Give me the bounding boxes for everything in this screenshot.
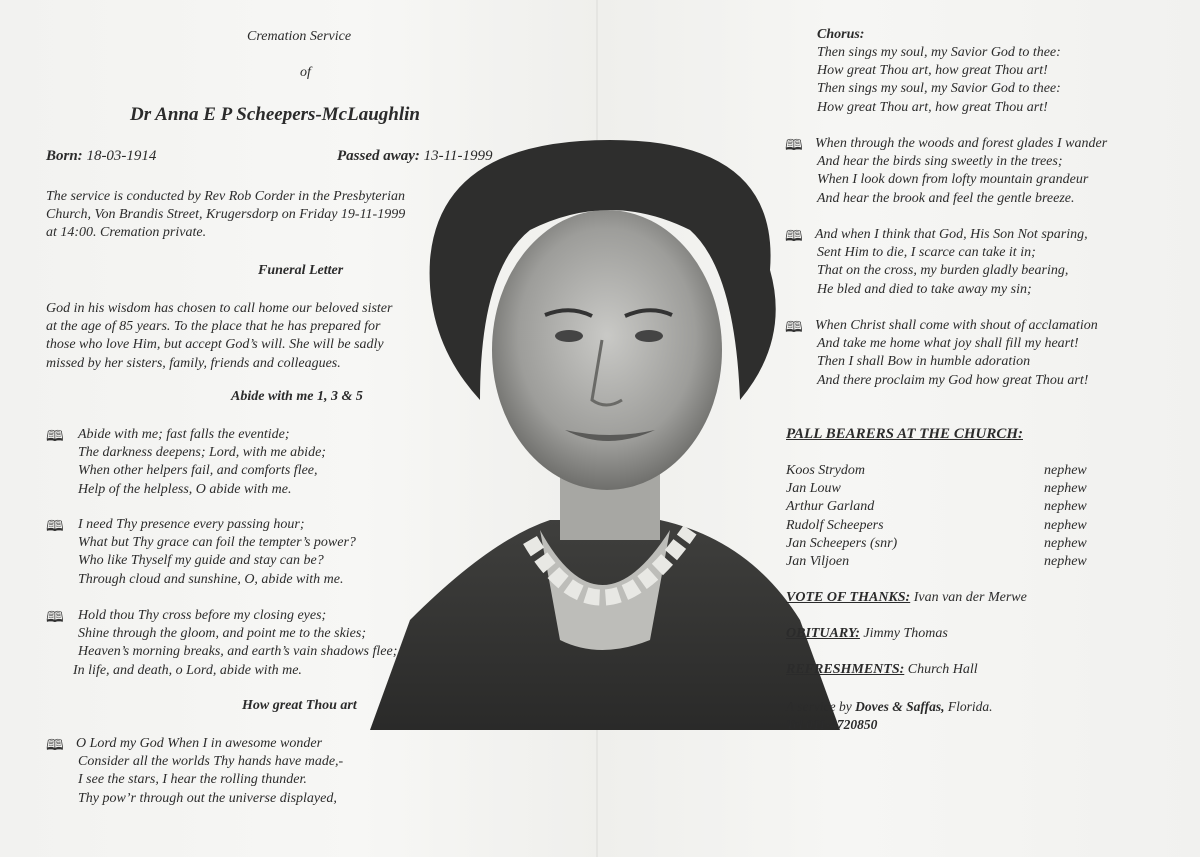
chorus-title: Chorus:: [817, 27, 865, 42]
chorus-line: How great Thou art, how great Thou art!: [817, 63, 1048, 79]
verse-line: When Christ shall come with shout of acclamation: [815, 318, 1098, 333]
service-details: [46, 188, 405, 243]
verse-line: And there proclaim my God how great Thou art!: [817, 372, 1089, 388]
service-by-place: Florida.: [947, 699, 993, 714]
bearer-name: Koos Strydom: [786, 463, 865, 478]
verse-line: Thy pow’r through out the universe displayed,: [78, 790, 337, 806]
verse-line: The darkness deepens; Lord, with me abide;: [78, 445, 326, 461]
hymn1-title: Abide with me 1, 3 & 5: [231, 389, 363, 404]
list-item: [786, 518, 1106, 536]
service-line: The service is conducted by Rev Rob Corder in the Presbyterian: [46, 189, 405, 204]
bearer-name: Rudolf Scheepers: [786, 517, 884, 533]
hymn1-verse-2: [78, 516, 356, 589]
service-by-name: Doves & Saffas,: [855, 699, 945, 714]
hymn2-verse-2: [815, 135, 1107, 208]
hymn2-verse-1: [76, 735, 343, 808]
obituary: [786, 626, 948, 642]
bearer-relation: nephew: [1044, 535, 1087, 551]
portrait-photo: [370, 100, 840, 730]
bearer-name: Arthur Garland: [786, 499, 875, 515]
bearer-relation: nephew: [1044, 499, 1087, 515]
pall-bearers-list: [786, 463, 1106, 572]
thanks-value: Ivan van der Merwe: [913, 590, 1027, 605]
refreshments: [786, 662, 978, 678]
list-item: [786, 536, 1106, 554]
verse-line: Sent Him to die, I scarce can take it in;: [817, 245, 1036, 261]
born-label: Born:: [46, 148, 83, 164]
chorus-line: How great Thou art, how great Thou art!: [817, 99, 1048, 115]
list-item: [786, 554, 1106, 572]
book-icon: 🕮: [785, 138, 803, 154]
list-item: [786, 463, 1106, 481]
verse-line: O Lord my God When I in awesome wonder: [76, 736, 323, 751]
verse-line: Shine through the gloom, and point me to the skies;: [78, 626, 366, 642]
bearer-relation: nephew: [1044, 481, 1087, 497]
verse-line: That on the cross, my burden gladly bearing,: [817, 263, 1069, 279]
verse-line: And take me home what joy shall fill my heart!: [817, 336, 1079, 352]
verse-line: Abide with me; fast falls the eventide;: [78, 427, 290, 442]
header-line-2: of: [300, 65, 311, 80]
hymn2-verse-3: [815, 226, 1088, 299]
book-icon: 🕮: [46, 519, 64, 535]
bearer-relation: nephew: [1044, 517, 1087, 533]
verse-line: Who like Thyself my guide and stay can be?: [78, 553, 324, 569]
service-by-prefix: A service by: [786, 699, 852, 714]
thanks-label: VOTE OF THANKS:: [786, 590, 911, 605]
book-icon: 🕮: [785, 320, 803, 336]
letter-title: Funeral Letter: [258, 263, 344, 278]
chorus-line: Then sings my soul, my Savior God to thee:: [817, 45, 1061, 60]
header-line-1: Cremation Service: [247, 29, 352, 44]
chorus: [817, 44, 1061, 117]
verse-line: In life, and death, o Lord, abide with me.: [73, 662, 302, 678]
list-item: [786, 499, 1106, 517]
born-date: 18-03-1914: [86, 148, 157, 164]
verse-line: When I look down from lofty mountain grandeur: [817, 172, 1089, 188]
verse-line: And hear the brook and feel the gentle breeze.: [817, 190, 1075, 206]
vote-of-thanks: [786, 590, 1027, 606]
hymn1-verse-3: [73, 607, 398, 680]
service-line: at 14:00. Cremation private.: [46, 225, 207, 241]
book-icon: 🕮: [46, 738, 64, 754]
refresh-label: REFRESHMENTS:: [786, 662, 905, 677]
bearer-name: Jan Viljoen: [786, 553, 850, 569]
letter-line: missed by her sisters, family, friends and colleagues.: [46, 355, 341, 371]
verse-line: I need Thy presence every passing hour;: [78, 517, 305, 532]
verse-line: Heaven’s morning breaks, and earth’s vain shadows flee;: [78, 644, 398, 660]
chorus-line: Then sings my soul, my Savior God to thee:: [817, 81, 1061, 97]
bearer-relation: nephew: [1044, 553, 1087, 569]
letter-line: God in his wisdom has chosen to call home our beloved sister: [46, 301, 393, 316]
verse-line: And when I think that God, His Son Not sparing,: [815, 227, 1088, 242]
died-date: 13-11-1999: [423, 148, 493, 164]
verse-line: He bled and died to take away my sin;: [817, 281, 1032, 297]
verse-line: I see the stars, I hear the rolling thunder.: [78, 772, 307, 788]
pall-bearers-title: PALL BEARERS AT THE CHURCH:: [786, 426, 1023, 442]
verse-line: Consider all the worlds Thy hands have made,-: [78, 754, 344, 770]
funeral-letter: [46, 300, 392, 373]
obituary-value: Jimmy Thomas: [863, 626, 948, 641]
letter-line: at the age of 85 years. To the place that he has prepared for: [46, 319, 381, 335]
bearer-name: Jan Louw: [786, 481, 841, 497]
book-icon: 🕮: [785, 229, 803, 245]
verse-line: What but Thy grace can foil the tempter’s power?: [78, 535, 356, 551]
verse-line: Through cloud and sunshine, O, abide with me.: [78, 571, 344, 587]
telephone: Tel 011-4720850: [786, 717, 878, 732]
service-line: Church, Von Brandis Street, Krugersdorp on Friday 19-11-1999: [46, 207, 406, 223]
service-provider: [786, 699, 993, 715]
verse-line: And hear the birds sing sweetly in the trees;: [817, 154, 1063, 170]
obituary-label: OBITUARY:: [786, 626, 860, 641]
hymn1-verse-1: [78, 426, 326, 499]
deceased-name: Dr Anna E P Scheepers-McLaughlin: [130, 104, 420, 125]
letter-line: those who love Him, but accept God’s will. She will be sadly: [46, 337, 384, 353]
verse-line: Then I shall Bow in humble adoration: [817, 354, 1031, 370]
verse-line: Help of the helpless, O abide with me.: [78, 481, 292, 497]
book-icon: 🕮: [46, 610, 64, 626]
refresh-value: Church Hall: [907, 662, 978, 677]
book-icon: 🕮: [46, 429, 64, 445]
died-label: Passed away:: [337, 148, 420, 164]
list-item: [786, 481, 1106, 499]
hymn2-verse-4: [815, 317, 1098, 390]
verse-line: When other helpers fail, and comforts flee,: [78, 463, 318, 479]
verse-line: When through the woods and forest glades I wander: [815, 136, 1108, 151]
verse-line: Hold thou Thy cross before my closing eyes;: [78, 608, 327, 623]
bearer-name: Jan Scheepers (snr): [786, 535, 898, 551]
bearer-relation: nephew: [1044, 463, 1087, 478]
hymn2-title: How great Thou art: [242, 698, 357, 713]
